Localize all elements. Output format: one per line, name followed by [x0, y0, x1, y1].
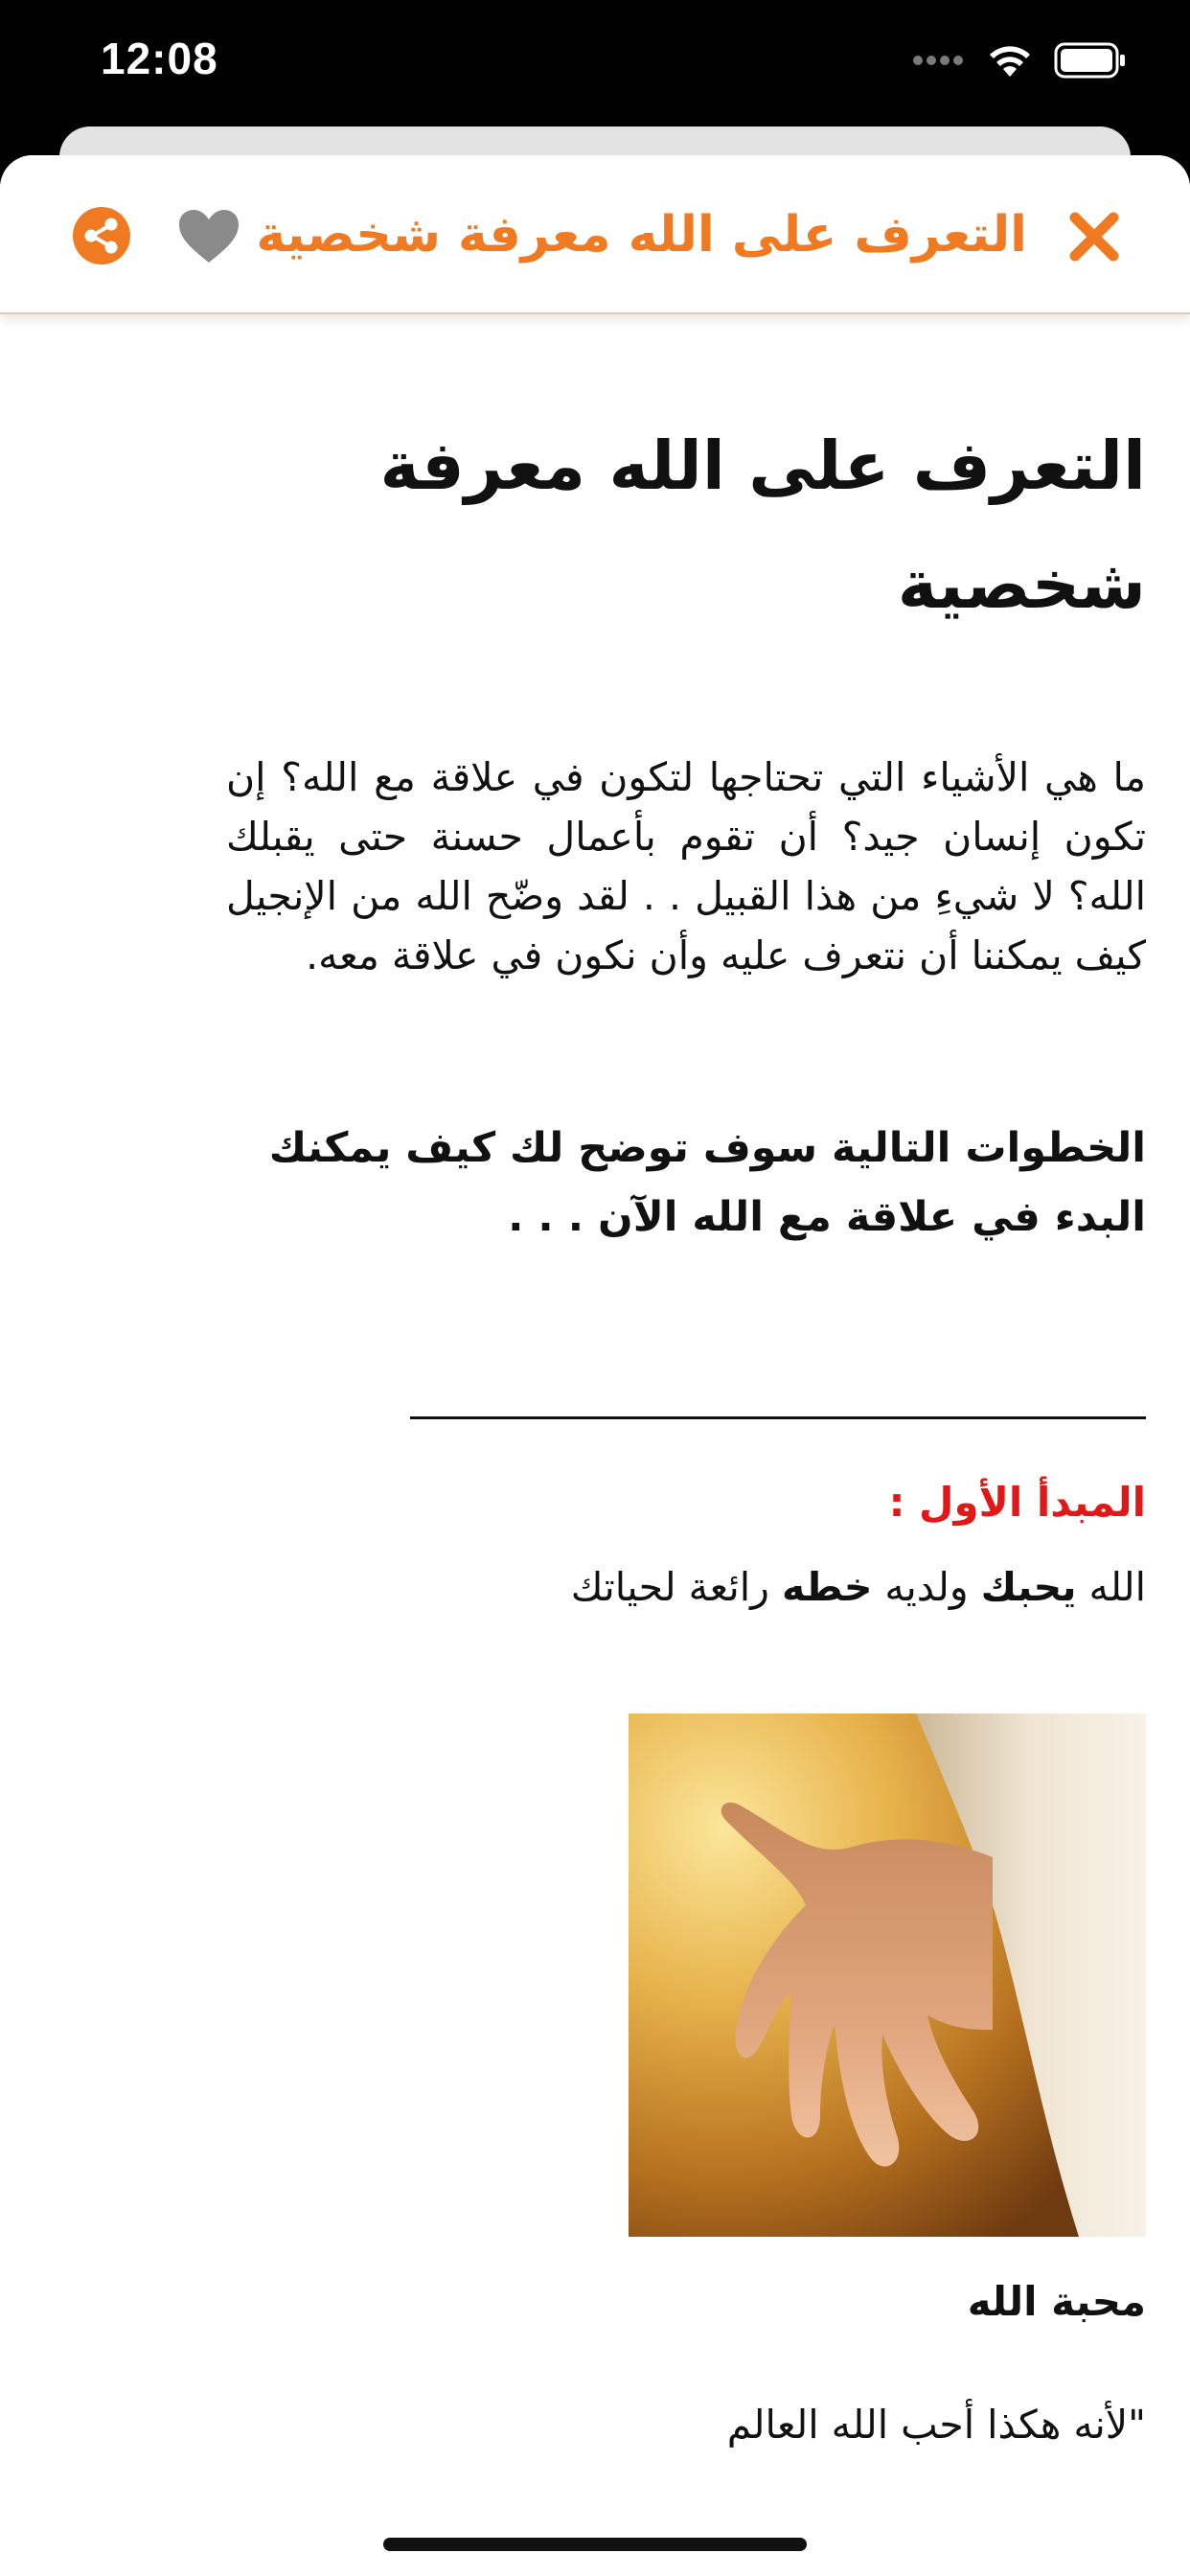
status-time: 12:08	[101, 34, 218, 83]
section-divider	[410, 1416, 1146, 1419]
status-bar	[0, 0, 1190, 126]
share-icon[interactable]	[71, 205, 132, 266]
article-sheet	[0, 155, 1190, 2576]
article-intro: ما هي الأشياء التي تحتاجها لتكون في علاقة مع الله؟ إن تكون إنسان جيد؟ أن تقوم بأعمال حسنة حتى يقبلك الله؟ لا شيءِ من هذا القبيل . . لقد وضّح الله من الإنجيل كيف يمكننا أن نتعرف عليه وأن نكون في علاقة معه.	[226, 754, 1146, 978]
scripture-quote: "لأنه هكذا أحب الله العالم	[726, 2402, 1146, 2448]
nav-bar	[0, 155, 1190, 314]
wifi-icon	[987, 42, 1033, 79]
article-title: التعرف على الله معرفة شخصية	[379, 426, 1146, 624]
signal-dots-icon	[912, 54, 966, 67]
heart-icon[interactable]	[176, 207, 241, 266]
principle-text-bold-loves: يحبك	[980, 1564, 1077, 1610]
principle-text-prefix: الله	[1076, 1564, 1146, 1610]
principle-one-heading: المبدأ الأول :	[888, 1479, 1146, 1526]
principle-text-bold-plan: خطه	[782, 1564, 873, 1610]
close-icon[interactable]	[1065, 208, 1123, 265]
home-indicator[interactable]	[383, 2538, 807, 2551]
principle-text-suffix: رائعة لحياتك	[570, 1564, 783, 1610]
status-icons	[912, 42, 1127, 79]
battery-icon	[1054, 42, 1127, 79]
steps-note: الخطوات التالية سوف توضح لك كيف يمكنك البدء في علاقة مع الله الآن . . .	[268, 1124, 1146, 1241]
image-caption: محبة الله	[967, 2278, 1146, 2325]
principle-one-text	[226, 1558, 1146, 1616]
outstretched-hand-image	[629, 1714, 1146, 2237]
nav-title: التعرف على الله معرفة شخصية	[256, 206, 1027, 264]
principle-text-mid: ولديه	[872, 1564, 981, 1610]
